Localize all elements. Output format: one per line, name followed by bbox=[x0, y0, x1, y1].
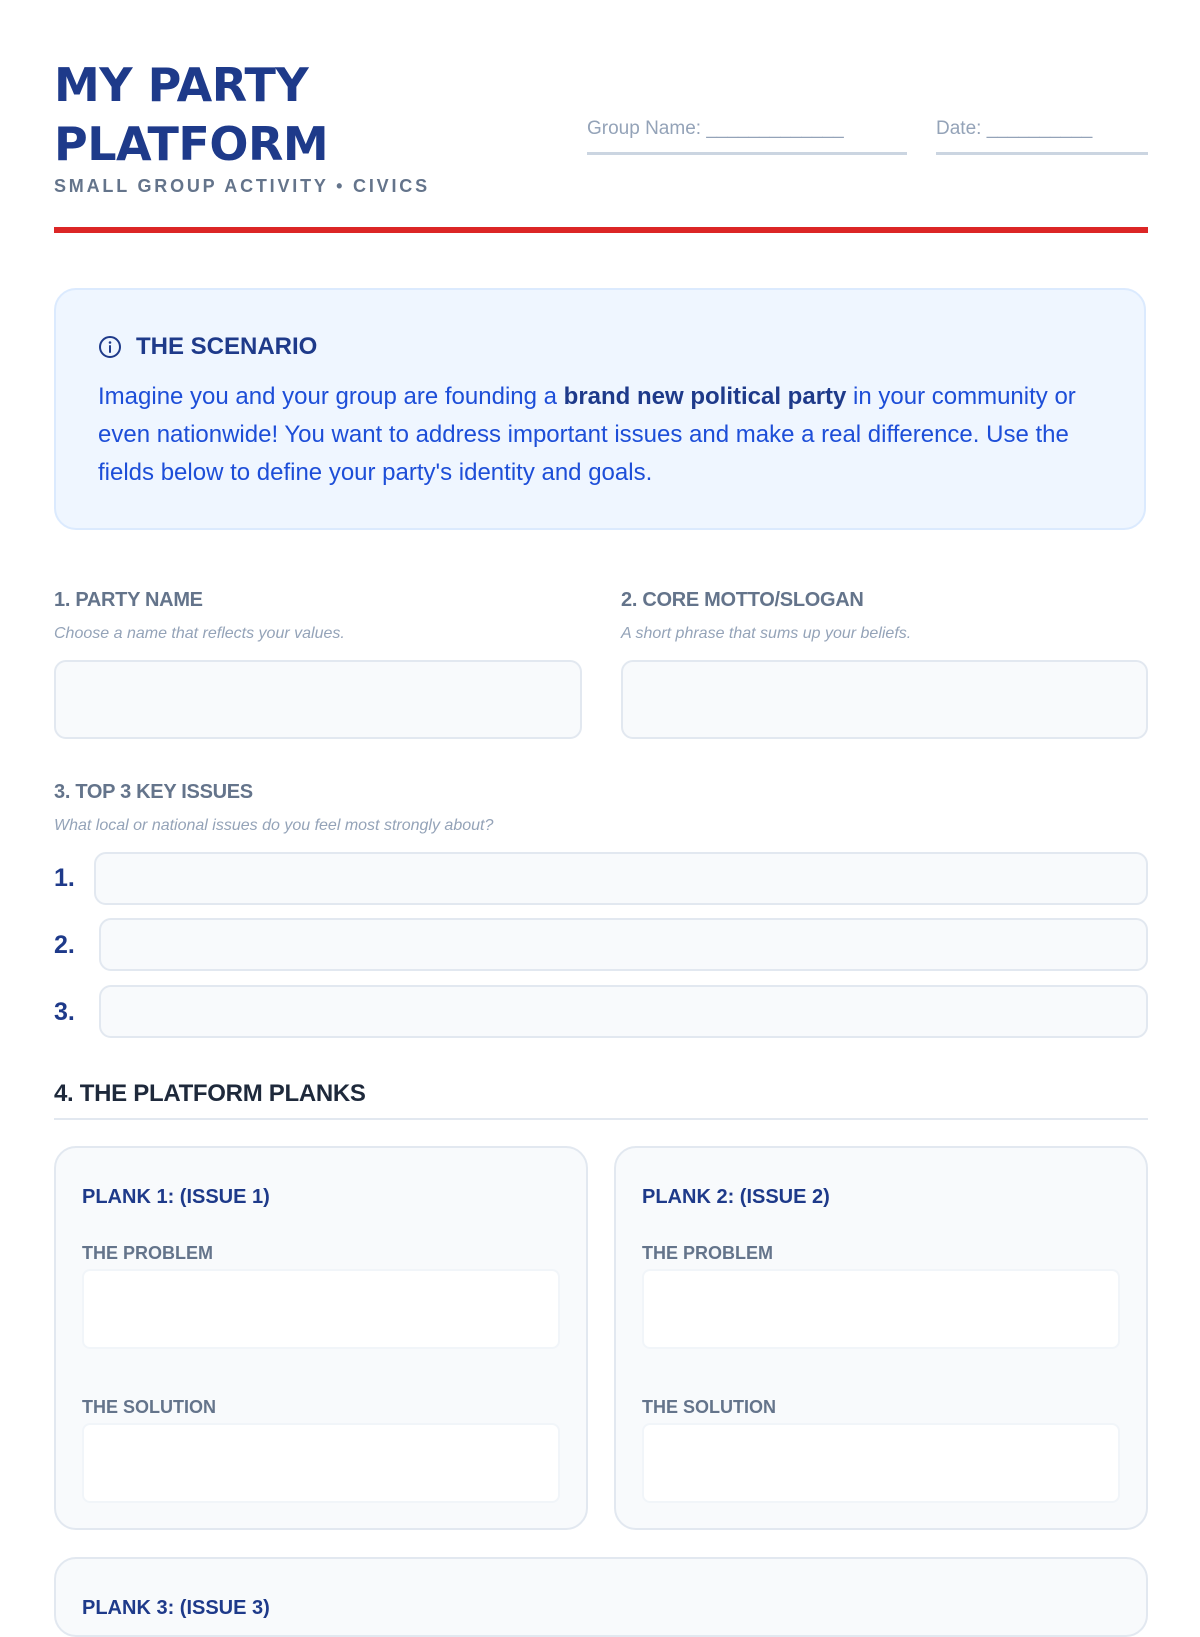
title-line-2: PLATFORM bbox=[54, 117, 329, 171]
issue-1-input[interactable] bbox=[94, 852, 1148, 905]
scenario-callout bbox=[54, 288, 1146, 530]
scenario-title: THE SCENARIO bbox=[136, 333, 318, 360]
plank-2-problem-input[interactable] bbox=[642, 1269, 1120, 1349]
info-icon bbox=[98, 335, 122, 359]
party-name-label: 1. PARTY NAME bbox=[54, 589, 203, 611]
issue-number-2: 2. bbox=[54, 931, 75, 959]
key-issues-label: 3. TOP 3 KEY ISSUES bbox=[54, 781, 253, 803]
issue-number-1: 1. bbox=[54, 864, 75, 892]
issue-2-input[interactable] bbox=[99, 918, 1148, 971]
scenario-text bbox=[98, 378, 1108, 492]
scenario-heading bbox=[98, 332, 317, 362]
plank-1-solution-label: THE SOLUTION bbox=[82, 1397, 216, 1417]
motto-input[interactable] bbox=[621, 660, 1148, 739]
page-subtitle: SMALL GROUP ACTIVITY • CIVICS bbox=[54, 176, 430, 196]
party-name-hint: Choose a name that reflects your values. bbox=[54, 625, 345, 642]
plank-1-problem-label: THE PROBLEM bbox=[82, 1243, 214, 1263]
plank-card-3 bbox=[54, 1557, 1148, 1637]
plank-card-2 bbox=[614, 1146, 1148, 1530]
scenario-text-emphasis: brand new political party bbox=[563, 383, 847, 410]
platform-section-title: 4. THE PLATFORM PLANKS bbox=[54, 1080, 366, 1107]
plank-2-problem-label: THE PROBLEM bbox=[642, 1243, 774, 1263]
scenario-text-end: in your community or even nationwide! You want to address important issues and make a real difference. Use the fields below to define your party's identity and goals. bbox=[98, 383, 1076, 486]
plank-1-solution-input[interactable] bbox=[82, 1423, 560, 1503]
plank-2-solution-input[interactable] bbox=[642, 1423, 1120, 1503]
plank-card-1 bbox=[54, 1146, 588, 1530]
header-divider bbox=[54, 227, 1148, 233]
plank-1-problem-input[interactable] bbox=[82, 1269, 560, 1349]
issue-number-3: 3. bbox=[54, 998, 75, 1026]
date-label: Date: __________ bbox=[936, 118, 1093, 139]
date-field[interactable] bbox=[936, 118, 1148, 155]
scenario-text-start: Imagine you and your group are founding a bbox=[98, 383, 564, 410]
party-name-input[interactable] bbox=[54, 660, 582, 739]
plank-1-title: PLANK 1: (ISSUE 1) bbox=[82, 1186, 270, 1208]
plank-3-title: PLANK 3: (ISSUE 3) bbox=[82, 1597, 270, 1619]
title-line-1: MY PARTY bbox=[54, 58, 309, 112]
issue-3-input[interactable] bbox=[99, 985, 1148, 1038]
group-name-label: Group Name: _____________ bbox=[587, 118, 844, 139]
page-title bbox=[54, 56, 328, 174]
motto-hint: A short phrase that sums up your beliefs. bbox=[621, 625, 912, 642]
platform-section-divider bbox=[54, 1118, 1148, 1120]
plank-2-title: PLANK 2: (ISSUE 2) bbox=[642, 1186, 830, 1208]
plank-2-solution-label: THE SOLUTION bbox=[642, 1397, 776, 1417]
group-name-field[interactable] bbox=[587, 118, 907, 155]
motto-label: 2. CORE MOTTO/SLOGAN bbox=[621, 589, 864, 611]
key-issues-hint: What local or national issues do you feel most strongly about? bbox=[54, 817, 494, 834]
